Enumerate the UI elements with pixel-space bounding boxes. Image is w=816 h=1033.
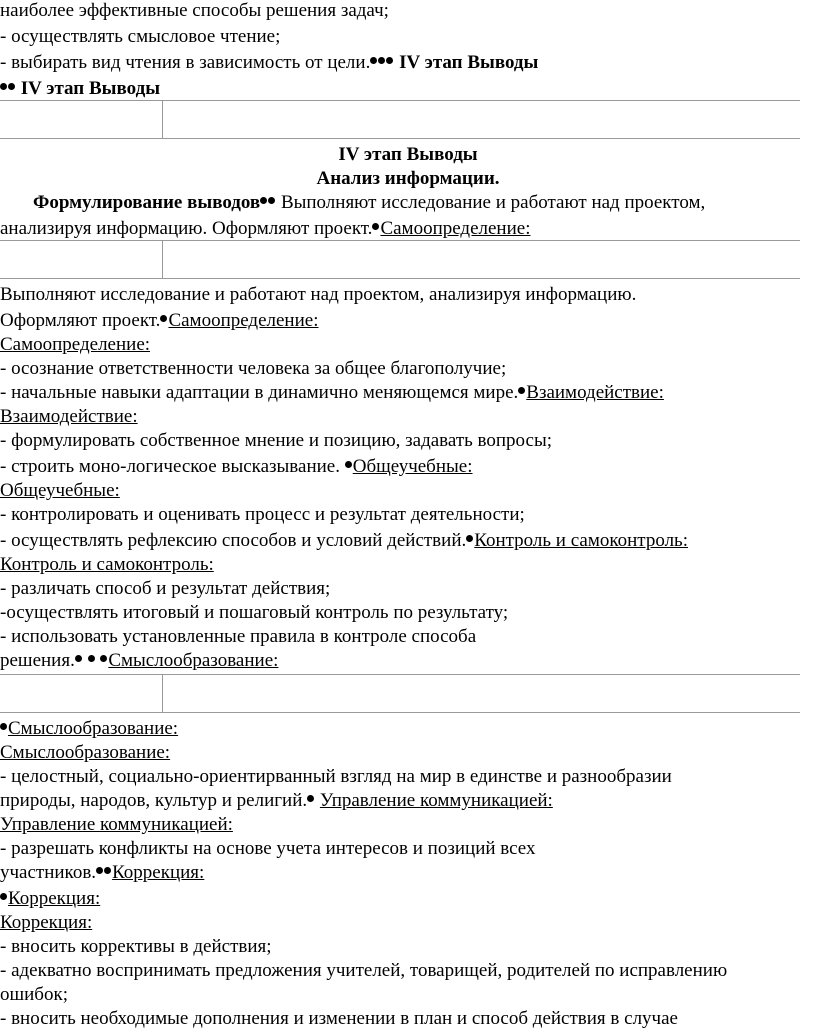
bullet-icon [386, 57, 393, 64]
bullet-icon [518, 387, 525, 394]
subheading: Управление коммуникацией: [0, 814, 233, 835]
table-border [0, 100, 800, 101]
text-line: - вносить коррективы в действия; [0, 936, 272, 957]
text-line: Выполняют исследование и работают над проектом, анализируя информацию. [0, 284, 637, 305]
text-line: - адекватно воспринимать предложения учителей, товарищей, родителей по исправлению [0, 960, 728, 981]
link-general-skills[interactable]: Общеучебные: [352, 456, 473, 477]
bullet-icon [96, 867, 103, 874]
subheading: Смыслообразование: [0, 742, 171, 763]
text-line: наиболее эффективные способы решения задач; [0, 0, 389, 21]
text-line [0, 218, 530, 240]
bullet-icon [268, 197, 275, 204]
bullet-icon [370, 57, 377, 64]
bullet-icon [104, 867, 111, 874]
link-self-determination[interactable]: Самоопределение: [380, 218, 531, 239]
table-border [0, 674, 800, 675]
text-line [0, 78, 160, 100]
link-interaction[interactable]: Взаимодействие: [526, 382, 664, 403]
text-line [0, 382, 664, 404]
bullet-icon [75, 655, 82, 662]
text-fragment: Оформляют проект. [0, 310, 161, 331]
link-correction[interactable]: Коррекция: [112, 862, 205, 883]
subheading: Взаимодействие: [0, 406, 138, 427]
bullet-icon [0, 893, 7, 900]
text-fragment: анализируя информацию. Оформляют проект. [0, 218, 373, 239]
table-border [162, 674, 163, 712]
text-line [33, 192, 705, 214]
text-fragment: - осуществлять рефлексию способов и условий действий. [0, 530, 467, 551]
text-line: - использовать установленные правила в контроле способа [0, 626, 477, 647]
text-line [0, 718, 178, 740]
bullet-icon [0, 723, 7, 730]
table-border [162, 240, 163, 278]
text-line: - осуществлять смысловое чтение; [0, 26, 281, 47]
text-line: - разрешать конфликты на основе учета интересов и позиций всех [0, 838, 536, 859]
text-line [0, 456, 473, 478]
bullet-icon [378, 57, 385, 64]
table-border [0, 240, 800, 241]
text-fragment: - начальные навыки адаптации в динамично меняющемся мире. [0, 382, 519, 403]
formulating-label: Формулирование выводов [33, 192, 261, 213]
text-line [0, 52, 538, 74]
text-line: - осознание ответственности человека за общее благополучие; [0, 358, 507, 379]
text-line: - вносить необходимые дополнения и изменении в план и способ действия в случае [0, 1008, 678, 1029]
text-line [0, 790, 553, 812]
text-fragment: природы, народов, культур и религий. [0, 790, 308, 811]
bullet-icon [345, 461, 352, 468]
subheading: Общеучебные: [0, 480, 120, 501]
subheading: Самоопределение: [0, 334, 151, 355]
stage-title: IV этап Выводы [399, 52, 539, 73]
text-line: - различать способ и результат действия; [0, 578, 331, 599]
text-fragment: Выполняют исследование и работают над проектом, [280, 192, 706, 213]
text-line [0, 530, 688, 552]
link-correction[interactable]: Коррекция: [8, 888, 101, 909]
section-heading: Анализ информации. [316, 168, 500, 189]
text-line: ошибок; [0, 984, 68, 1005]
table-border [0, 712, 800, 713]
text-line [0, 650, 278, 672]
subheading: Коррекция: [0, 912, 93, 933]
bullet-icon [100, 655, 107, 662]
text-fragment: - строить моно-логическое высказывание. [0, 456, 345, 477]
table-border [0, 138, 800, 139]
link-communication[interactable]: Управление коммуникацией: [319, 790, 553, 811]
bullet-icon [8, 83, 15, 90]
table-border [0, 278, 800, 279]
bullet-icon [160, 315, 167, 322]
text-fragment: - выбирать вид чтения в зависимость от цели. [0, 52, 371, 73]
text-line [0, 862, 204, 884]
link-self-determination[interactable]: Самоопределение: [168, 310, 319, 331]
bullet-icon [466, 535, 473, 542]
text-fragment: решения. [0, 650, 75, 671]
table-border [162, 100, 163, 138]
bullet-icon [372, 223, 379, 230]
text-line: - контролировать и оценивать процесс и результат деятельности; [0, 504, 525, 525]
text-line: - целостный, социально-ориентирванный взгляд на мир в единстве и разнообразии [0, 766, 672, 787]
section-heading: IV этап Выводы [338, 144, 478, 165]
bullet-icon [88, 655, 95, 662]
text-line: - формулировать собственное мнение и позицию, задавать вопросы; [0, 430, 553, 451]
link-meaning[interactable]: Смыслообразование: [8, 718, 179, 739]
text-line [0, 888, 100, 910]
text-fragment: участников. [0, 862, 97, 883]
subheading: Контроль и самоконтроль: [0, 554, 214, 575]
bullet-icon [307, 795, 314, 802]
link-control[interactable]: Контроль и самоконтроль: [474, 530, 688, 551]
bullet-icon [260, 197, 267, 204]
stage-title: IV этап Выводы [20, 78, 161, 99]
bullet-icon [0, 83, 7, 90]
link-meaning[interactable]: Смыслообразование: [108, 650, 279, 671]
text-line [0, 310, 318, 332]
text-line: -осуществлять итоговый и пошаговый контроль по результату; [0, 602, 509, 623]
